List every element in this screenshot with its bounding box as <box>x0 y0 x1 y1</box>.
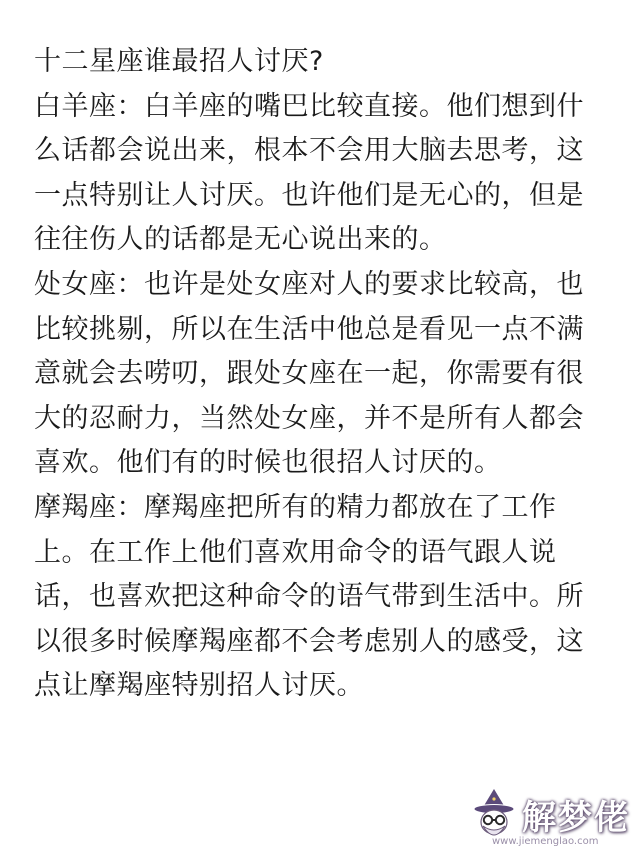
paragraph-line: 喜欢。他们有的时候也很招人讨厌的。 <box>34 447 502 479</box>
paragraph-line: 上。在工作上他们喜欢用命令的语气跟人说 <box>34 536 557 568</box>
paragraph-line: 白羊座：白羊座的嘴巴比较直接。他们想到什 <box>34 90 584 122</box>
paragraph-line: 么话都会说出来，根本不会用大脑去思考，这 <box>34 135 584 167</box>
article-title: 十二星座谁最招人讨厌? <box>34 46 324 77</box>
watermark-brand-name: 解梦佬 <box>522 798 630 838</box>
paragraph-line: 话，也喜欢把这种命令的语气带到生活中。所 <box>34 581 584 613</box>
paragraph-line: 点让摩羯座特别招人讨厌。 <box>34 670 364 702</box>
watermark <box>468 784 636 848</box>
paragraph-line: 比较挑剔，所以在生活中他总是看见一点不满 <box>34 313 584 345</box>
paragraph-line: 一点特别让人讨厌。也许他们是无心的，但是 <box>34 179 584 211</box>
fortune-teller-logo-icon <box>468 786 520 842</box>
watermark-url: www.jiemenglao.com <box>492 836 599 847</box>
paragraph-line: 摩羯座：摩羯座把所有的精力都放在了工作 <box>34 491 557 523</box>
article-body <box>34 40 614 709</box>
paragraph-line: 处女座：也许是处女座对人的要求比较高，也 <box>34 268 584 300</box>
paragraph-line: 意就会去唠叨，跟处女座在一起，你需要有很 <box>34 358 584 390</box>
paragraph-line: 往往伤人的话都是无心说出来的。 <box>34 224 447 256</box>
paragraph-line: 大的忍耐力，当然处女座，并不是所有人都会 <box>34 402 584 434</box>
paragraph-line: 以很多时候摩羯座都不会考虑别人的感受，这 <box>34 625 584 657</box>
